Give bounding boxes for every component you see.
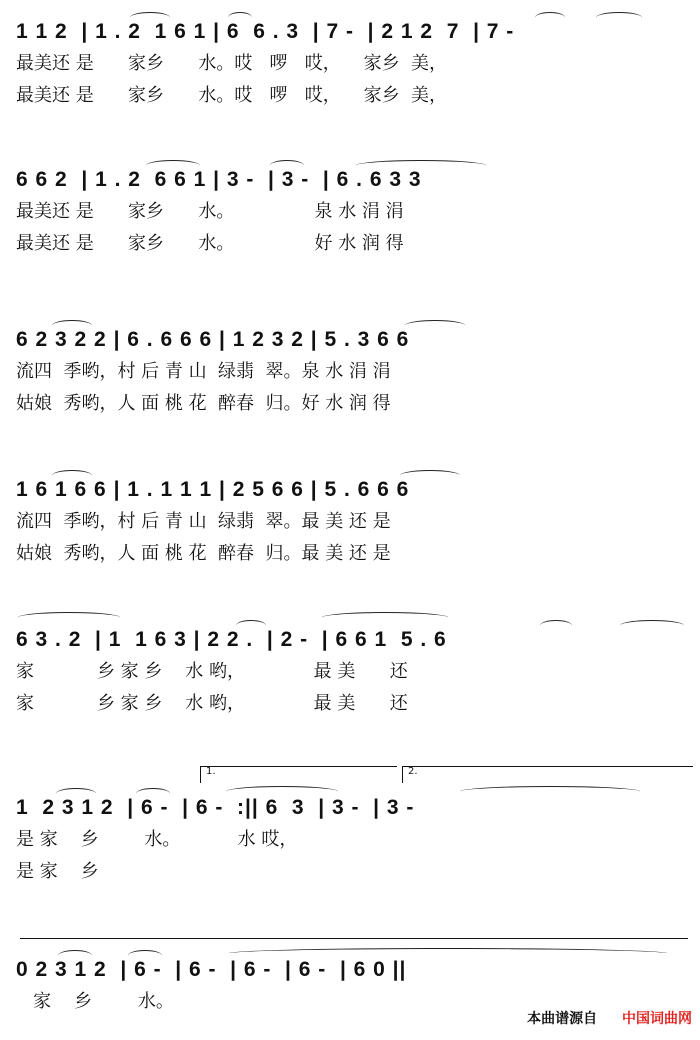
slur (228, 12, 252, 23)
slur (620, 620, 684, 631)
slur (322, 612, 448, 623)
slur (400, 470, 460, 481)
lyric-verse-2: 家 乡 家 乡 水 哟， 最 美 还 (16, 693, 408, 714)
lyric-verse-1: 流四 季哟，村 后 青 山 绿翡 翠。最 美 还 是 (16, 511, 391, 532)
slur (18, 612, 120, 623)
slur (535, 12, 565, 23)
slur (136, 788, 170, 799)
second-ending-bracket (402, 766, 693, 783)
lyric-verse-2: 最美还 是 家乡 水。 好 水 润 得 (16, 233, 404, 254)
notation-line: 1 1 2 | 1 . 2 1 6 1 | 6 6 . 3 | 7 - | 2 1 2 7 | 7 - (16, 20, 515, 43)
lyric-verse-1: 流四 季哟，村 后 青 山 绿翡 翠。泉 水 涓 涓 (16, 361, 391, 382)
lyric-verse-2: 姑娘 秀哟，人 面 桃 花 醉春 归。最 美 还 是 (16, 543, 391, 564)
first-ending-bracket (200, 766, 397, 783)
second-ending-number: 2. (408, 766, 418, 777)
first-ending-number: 1. (206, 766, 216, 777)
staff-top-line (20, 938, 688, 939)
lyric-verse-1: 家 乡 家 乡 水 哟， 最 美 还 (16, 661, 408, 682)
lyric-verse-1: 最美还 是 家乡 水。哎 啰 哎， 家乡 美， (16, 53, 448, 74)
slur (58, 950, 92, 961)
lyric-verse-2: 姑娘 秀哟，人 面 桃 花 醉春 归。好 水 润 得 (16, 393, 391, 414)
slur (130, 12, 170, 23)
slur (128, 950, 162, 961)
slur (460, 786, 640, 797)
lyric-verse-1: 是 家 乡 水。 水 哎， (16, 829, 298, 850)
slur (146, 160, 200, 171)
slur (270, 160, 304, 171)
lyric-verse-2: 是 家 乡 (16, 861, 99, 882)
slur (236, 620, 266, 631)
source-label: 本曲谱源自 (527, 1011, 598, 1027)
slur (596, 12, 642, 23)
slur (540, 620, 572, 631)
lyric-verse-1: 家 乡 水。 (16, 991, 174, 1012)
notation-line: 6 2 3 2 2 | 6 . 6 6 6 | 1 2 3 2 | 5 . 3 6 6 (16, 328, 410, 351)
notation-line: 0 2 3 1 2 | 6 - | 6 - | 6 - | 6 - | 6 0 || (16, 958, 407, 981)
source-footer (527, 1008, 692, 1028)
notation-line: 6 3 . 2 | 1 1 6 3 | 2 2 . | 2 - | 6 6 1 5 . 6 (16, 628, 447, 651)
lyric-verse-1: 最美还 是 家乡 水。 泉 水 涓 涓 (16, 201, 404, 222)
slur (228, 948, 668, 959)
slur (405, 320, 465, 331)
notation-line: 1 2 3 1 2 | 6 - | 6 - :|| 6 3 | 3 - | 3 - (16, 796, 415, 819)
slur (52, 470, 92, 481)
slur (356, 160, 486, 171)
slur (52, 320, 92, 331)
notation-line: 6 6 2 | 1 . 2 6 6 1 | 3 - | 3 - | 6 . 6 3 3 (16, 168, 422, 191)
notation-line: 1 6 1 6 6 | 1 . 1 1 1 | 2 5 6 6 | 5 . 6 6 6 (16, 478, 410, 501)
lyric-verse-2: 最美还 是 家乡 水。哎 啰 哎， 家乡 美， (16, 85, 448, 106)
slur (56, 788, 96, 799)
slur (226, 786, 338, 797)
site-name[interactable]: 中国词曲网 (622, 1011, 692, 1027)
